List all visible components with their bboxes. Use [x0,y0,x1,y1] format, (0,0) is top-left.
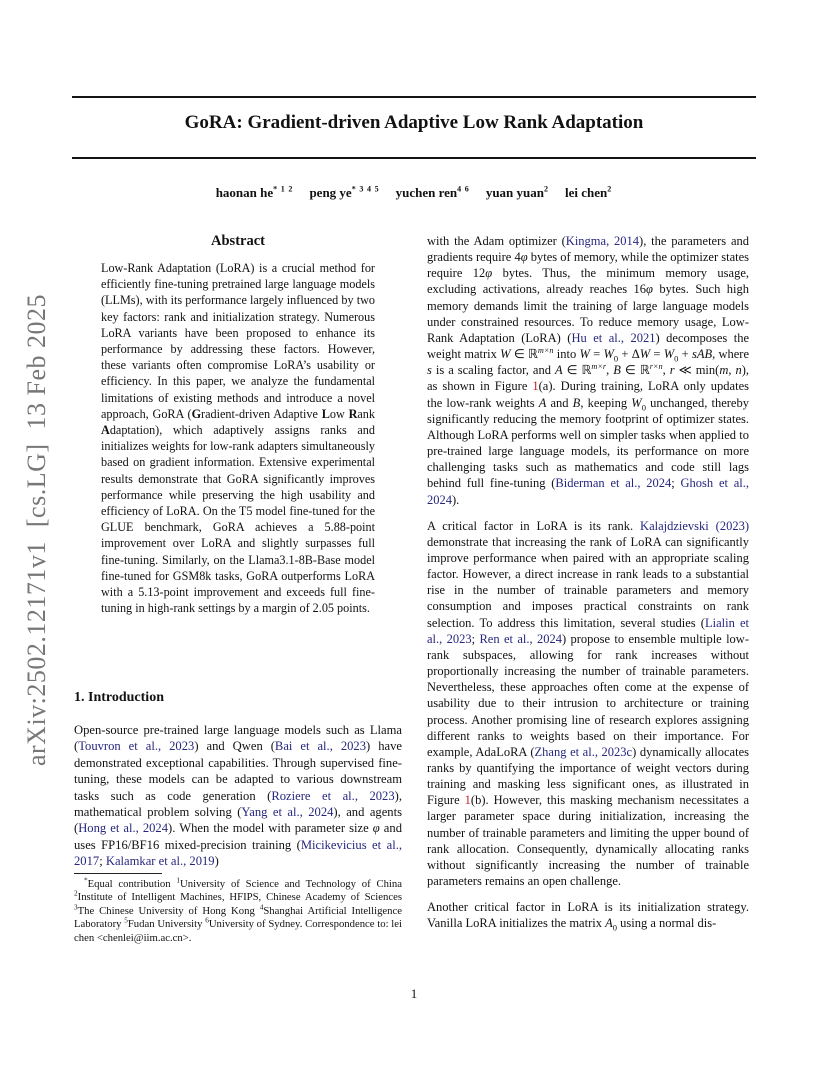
title-rule-bottom [72,157,756,159]
citation-link[interactable]: Yang et al., 2024 [241,805,334,820]
citation-link[interactable]: Biderman et al., 2024 [555,476,672,491]
math-symbol: r [669,363,675,378]
author-name: yuan yuan$^2$ [485,184,550,200]
author-name: peng $ye^{* 3 4 5}$ [309,184,380,200]
math-symbol: φ [372,821,380,836]
math-symbol: B [613,363,621,378]
math-symbol: ℝ$^{r\times n}$ [639,362,663,378]
math-symbol: $A_0$ [605,916,617,933]
citation-link[interactable]: Hong et al., 2024 [78,821,169,836]
right-column [427,233,749,942]
authors-line [72,185,756,201]
section-heading-introduction: 1. Introduction [74,690,164,705]
math-symbol: A [554,363,563,378]
math-symbol: W [639,347,651,362]
citation-link[interactable]: Zhang et al., 2023c [534,744,633,759]
math-symbol: φ [646,282,653,297]
citation-link[interactable]: Kalajdzievski (2023) [640,518,749,533]
abstract-section [74,233,402,616]
citation-link[interactable]: Roziere et al., 2023 [271,788,395,803]
page-number: 1 [410,986,418,1001]
math-symbol: $W_0$ [663,347,679,364]
figure-ref-link[interactable]: 1 [464,793,471,808]
math-symbol: W [579,347,590,362]
body-paragraph-3: Another critical factor in LoRA is its initialization strategy. Vanilla LoRA initializes the matrix $A_0$ using a normal dis- [427,900,749,933]
math-symbol: $W_0$ [631,395,646,413]
author-name: yuchen ren$^{4 6}$ [395,184,470,200]
math-symbol: φ [485,266,493,281]
body-paragraph-1: with the Adam optimizer (Kingma, 2014), the parameters and gradients require 4φ bytes of memory, while the optimizer states require 12φ bytes. Thus, the minimum memory usage, excluding activations, already reaches 16φ bytes. Such high memory demands limit the training of large language models under constrained resources. To reduce memory usage, Low-Rank Adaptation (LoRA) (Hu et al., 2021) decomposes the weight matrix W ∈ ℝ$^{m\times n}$ into $W = W_0 + \Delta W = W_0$ + sAB, where s is a scaling factor, and A ∈ ℝ$^{m\times r}$, B ∈ ℝ$^{r\times n}$, r ≪ min(m, n), as shown in Figure 1(a). During training, LoRA only updates the low-rank weights A and B, keeping $W_0$ unchanged, thereby significantly reducing the memory footprint of optimizer states. Although LoRA performs well on simpler tasks when applied to pre-trained large language models, its performance on more challenging tasks such as mathematics and code still lags behind full fine-tuning (Biderman et al., 2024; Ghosh et al., 2024). [427,234,750,507]
citation-link[interactable]: Ren et al., 2024 [479,631,562,646]
citation-link[interactable]: Kingma, 2014 [565,234,640,248]
abstract-paragraph: Low-Rank Adaptation (LoRA) is a crucial method for efficiently fine-tuning pretrained large language models (LLMs), with its performance largely influenced by two key factors: rank and initialization strategy. Numerous LoRA variants have been proposed to enhance its performance by addressing these factors. However, these variants often compromise LoRA’s usability or efficiency. In this paper, we analyze the fundamental limitations of existing methods and introduce a novel approach, GoRA (Gradient-driven Adaptive Low Rank Adaptation), which adaptively assigns ranks and initializes weights for low-rank adapters simultaneously based on gradient information. Extensive experimental results demonstrate that GoRA significantly improves performance while preserving the high usability and efficiency of LoRA. On the T5 model fine-tuned for the GLUE benchmark, GoRA achieves a 5.88-point improvement over LoRA and slightly surpasses full fine-tuning. Similarly, on the Llama3.1-8B-Base model fine-tuned for GSM8k tasks, GoRA outperforms LoRA with a 5.13-point improvement and exceeds full fine-tuning in high-rank settings by a margin of 2.05 points. [101,261,375,616]
author-name: haonan $he^{* 1 2}$ [215,184,294,200]
citation-link[interactable]: Kalamkar et al., 2019 [105,854,215,869]
figure-ref-link[interactable]: 1 [532,379,539,394]
math-symbol: A [538,395,547,410]
arxiv-sidebar-label: arXiv:2502.12171v1 [cs.LG] 13 Feb 2025 [22,293,51,767]
abstract-heading: Abstract [211,233,265,249]
math-symbol: W [500,347,511,362]
citation-link[interactable]: Micikevicius et al., 2017 [74,837,402,869]
math-symbol: φ [520,250,528,265]
math-symbol: B [572,395,581,410]
citation-link[interactable]: Touvron et al., 2023 [78,739,195,754]
footnote-rule [74,873,162,874]
math-symbol: ℝ$^{m\times n}$ [527,345,554,362]
citation-link[interactable]: Bai et al., 2023 [274,739,367,754]
paper-title: GoRA: Gradient-driven Adaptive Low Rank Adaptation [184,112,644,133]
citation-link[interactable]: Ghosh et al., 2024 [427,476,749,507]
math-symbol: sAB [691,347,713,362]
title-rule-top [72,96,756,98]
citation-link[interactable]: Hu et al., 2021 [571,330,656,345]
body-paragraph-2: A critical factor in LoRA is its rank. Kalajdzievski (2023) demonstrate that increasing the rank of LoRA can significantly improve performance when paired with an appropriate scaling factor. However, a direct increase in rank leads to a substantial rise in the number of trainable parameters and memory consumption and imposes practical constraints on rank selection. To address this limitation, several studies (Lialin et al., 2023; Ren et al., 2024) propose to ensemble multiple low-rank subspaces, allowing for rank increases without proportionally increasing the number of trainable parameters. Nevertheless, these approaches often come at the expense of usability due to their intrusion to architecture or training process. Another promising line of research explores assigning different ranks to weights based on their importance. For example, AdaLoRA (Zhang et al., 2023c) dynamically allocates ranks by quantifying the importance of weight vectors during training and masking less significant ones, as illustrated in Figure 1(b). However, this masking mechanism necessitates a larger parameter space during initialization, increasing the number of trainable parameters and limiting the upper bound of rank allocation. Consequently, dynamically allocating ranks without significantly increasing the number of trainable parameters remains an open challenge. [427,518,749,889]
citation-link[interactable]: Lialin et al., 2023 [427,615,749,646]
math-symbol: $W_0$ [603,347,619,364]
math-symbol: s [427,363,432,378]
introduction-paragraph: Open-source pre-trained large language models such as Llama (Touvron et al., 2023) and Qwen (Bai et al., 2023) have demonstrated exceptional capabilities. Through supervised fine-tuning, these models can be adapted to various downstream tasks such as code generation (Roziere et al., 2023), mathematical problem solving (Yang et al., 2024), and agents (Hong et al., 2024). When the model with parameter size φ and uses FP16/BF16 mixed-precision training (Micikevicius et al., 2017; Kalamkar et al., 2019) [74,723,403,869]
math-symbol: ℝ$^{m\times r}$ [581,362,607,378]
author-name: lei chen$^2$ [565,184,613,200]
footnote-text: *Equal contribution $^1$University of Science and Technology of China $^2$Institute of Intelligent Machines, HFIPS, Chinese Academy of Sciences $^3$The Chinese University of Hong Kong $^4$Shanghai Artificial Intelligence Laboratory $^5$Fudan University $^6$University of Sydney. Correspondence to: lei chen <chenlei@iim.ac.cn>. [74,876,402,944]
math-symbol: m, n [719,363,742,378]
